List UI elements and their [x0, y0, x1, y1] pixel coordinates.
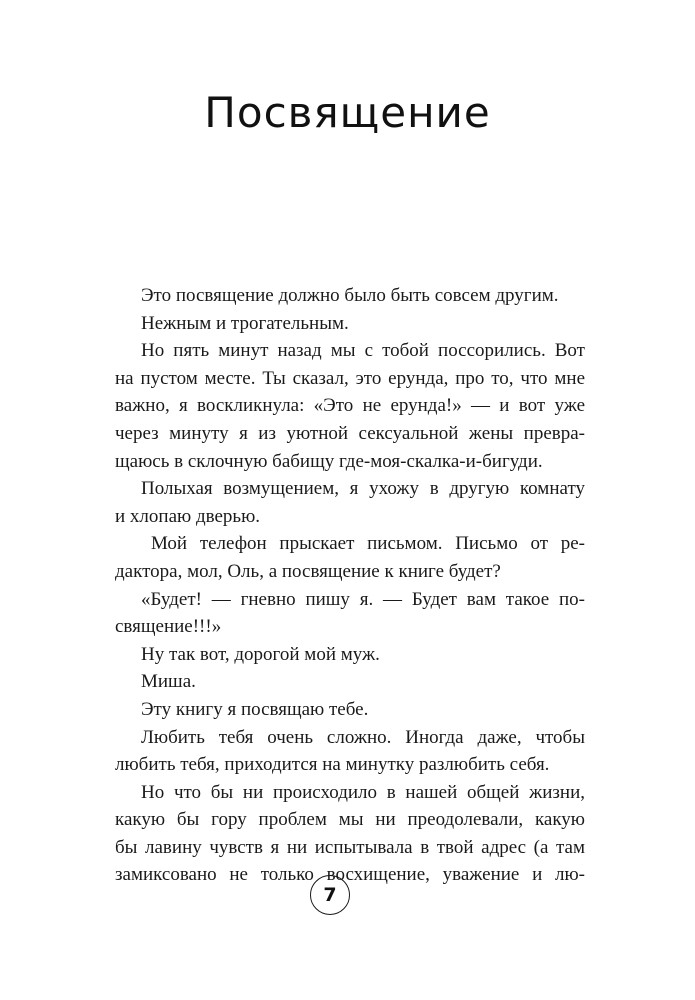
- text-line: бы лавину чувств я ни испытывала в твой адрес (а там: [115, 836, 585, 858]
- text-line: Полыхая возмущением, я ухожу в другую комнату: [141, 478, 585, 500]
- body-text: [115, 282, 585, 889]
- text-line: священие!!!»: [115, 616, 222, 638]
- text-line: «Будет! — гневно пишу я. — Будет вам такое по-: [141, 588, 585, 610]
- text-line: какую бы гору проблем мы ни преодолевали, какую: [115, 809, 585, 831]
- text-line: Но что бы ни происходило в нашей общей жизни,: [141, 781, 585, 803]
- text-line: Ну так вот, дорогой мой муж.: [141, 643, 380, 665]
- text-line: важно, я воскликнула: «Это не ерунда!» — и вот уже: [115, 395, 585, 417]
- text-line: Но пять минут назад мы с тобой поссорились. Вот: [141, 340, 585, 362]
- page-number: 7: [310, 875, 350, 915]
- text-line: и хлопаю дверью.: [115, 505, 261, 527]
- text-line: через минуту я из уютной сексуальной жены превра-: [115, 422, 585, 444]
- text-line: Нежным и трогательным.: [141, 312, 349, 334]
- text-line: щаюсь в склочную бабищу где-моя-скалка-и-бигуди.: [115, 450, 543, 472]
- chapter-title: Посвящение: [204, 88, 491, 137]
- text-line: Это посвящение должно было быть совсем другим.: [141, 285, 559, 306]
- text-line: на пустом месте. Ты сказал, это ерунда, про то, что мне: [115, 367, 585, 389]
- text-line: Эту книгу я посвящаю тебе.: [141, 698, 369, 720]
- text-line: Мой телефон прыскает письмом. Письмо от ре-: [151, 533, 585, 555]
- text-line: дактора, мол, Оль, а посвящение к книге будет?: [115, 560, 501, 582]
- text-line: Любить тебя очень сложно. Иногда даже, чтобы: [141, 726, 585, 748]
- text-line: Миша.: [141, 671, 196, 693]
- text-line: любить тебя, приходится на минутку разлюбить себя.: [115, 754, 550, 776]
- text-line: замиксовано не только восхищение, уважение и лю-: [115, 864, 585, 886]
